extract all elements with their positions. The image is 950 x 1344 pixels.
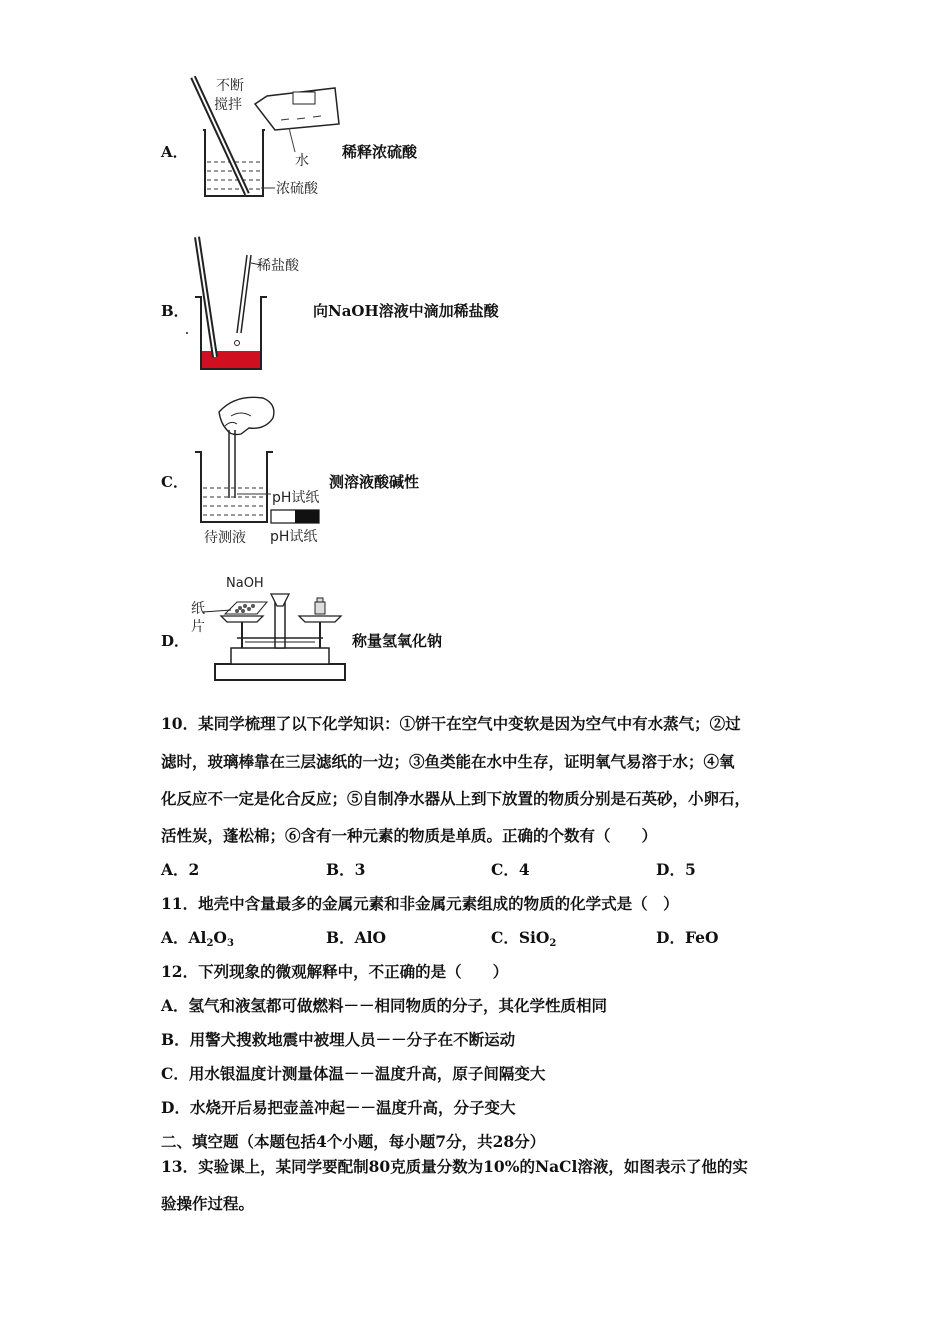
label-test-liquid: 待测液 [204,530,246,546]
q10-line-4: 活性炭，蓬松棉；⑥含有一种元素的物质是单质。正确的个数有（ ） [161,826,658,845]
q13-line-2: 验操作过程。 [161,1194,255,1213]
q11-option-b: B．AlO [326,928,387,947]
q12-option-b: B．用警犬搜救地震中被埋人员－－分子在不断运动 [161,1030,516,1049]
q10-option-d: D．5 [656,860,696,879]
q11-option-d: D．FeO [656,928,719,947]
option-b-letter: B． [161,302,189,320]
q10-option-b: B．3 [326,860,366,879]
q10-option-c: C．4 [491,860,530,879]
q10-line-3: 化反应不一定是化合反应；⑤自制净水器从上到下放置的物质分别是石英砂，小卵石， [161,789,751,808]
option-a-caption: 稀释浓硫酸 [342,143,418,161]
q12-stem: 12．下列现象的微观解释中，不正确的是（ ） [161,962,509,981]
figure-dilute-sulfuric-acid [185,72,345,202]
option-a-letter: A． [161,143,188,161]
q10-option-a: A．2 [161,860,200,879]
label-stir-1: 不断 [216,78,244,94]
option-c-caption: 测溶液酸碱性 [329,473,420,491]
q11-stem: 11．地壳中含量最多的金属元素和非金属元素组成的物质的化学式是（ ） [161,894,679,913]
option-d-caption: 称量氢氧化钠 [352,632,443,650]
option-c-letter: C． [161,473,188,491]
label-naoh: NaOH [226,576,264,591]
label-ph-paper-1: pH试纸 [272,490,320,506]
label-paper-2: 片 [191,619,205,635]
figure-naoh-hcl [185,233,315,373]
q12-option-c: C．用水银温度计测量体温－－温度升高，原子间隔变大 [161,1064,546,1083]
label-ph-paper-2: pH试纸 [270,529,318,545]
label-water: 水 [295,153,309,169]
q13-line-1: 13．实验课上，某同学要配制80克质量分数为10%的NaCl溶液，如图表示了他的实 [161,1157,748,1176]
label-paper-1: 纸 [191,601,205,617]
figure-weighing-naoh [185,576,355,686]
q11-option-c: C．SiO$_2$ [491,928,557,949]
q11-option-a: A．$Al_2O_3$ [161,928,234,949]
q10-line-1: 10．某同学梳理了以下化学知识：①饼干在空气中变软是因为空气中有水蒸气；②过 [161,714,741,733]
label-conc-acid: 浓硫酸 [276,181,318,197]
option-b-caption: 向NaOH溶液中滴加稀盐酸 [313,302,499,320]
option-d-letter: D． [161,632,190,650]
label-stir-2: 搅拌 [214,97,242,113]
label-dilute-hcl: 稀盐酸 [257,258,299,274]
q12-option-a: A．氢气和液氢都可做燃料－－相同物质的分子，其化学性质相同 [161,996,608,1015]
section-2-heading: 二、填空题（本题包括4个小题，每小题7分，共28分） [161,1132,546,1151]
q10-line-2: 滤时，玻璃棒靠在三层滤纸的一边；③鱼类能在水中生存，证明氧气易溶于水；④氧 [161,752,735,771]
q12-option-d: D．水烧开后易把壶盖冲起－－温度升高，分子变大 [161,1098,516,1117]
